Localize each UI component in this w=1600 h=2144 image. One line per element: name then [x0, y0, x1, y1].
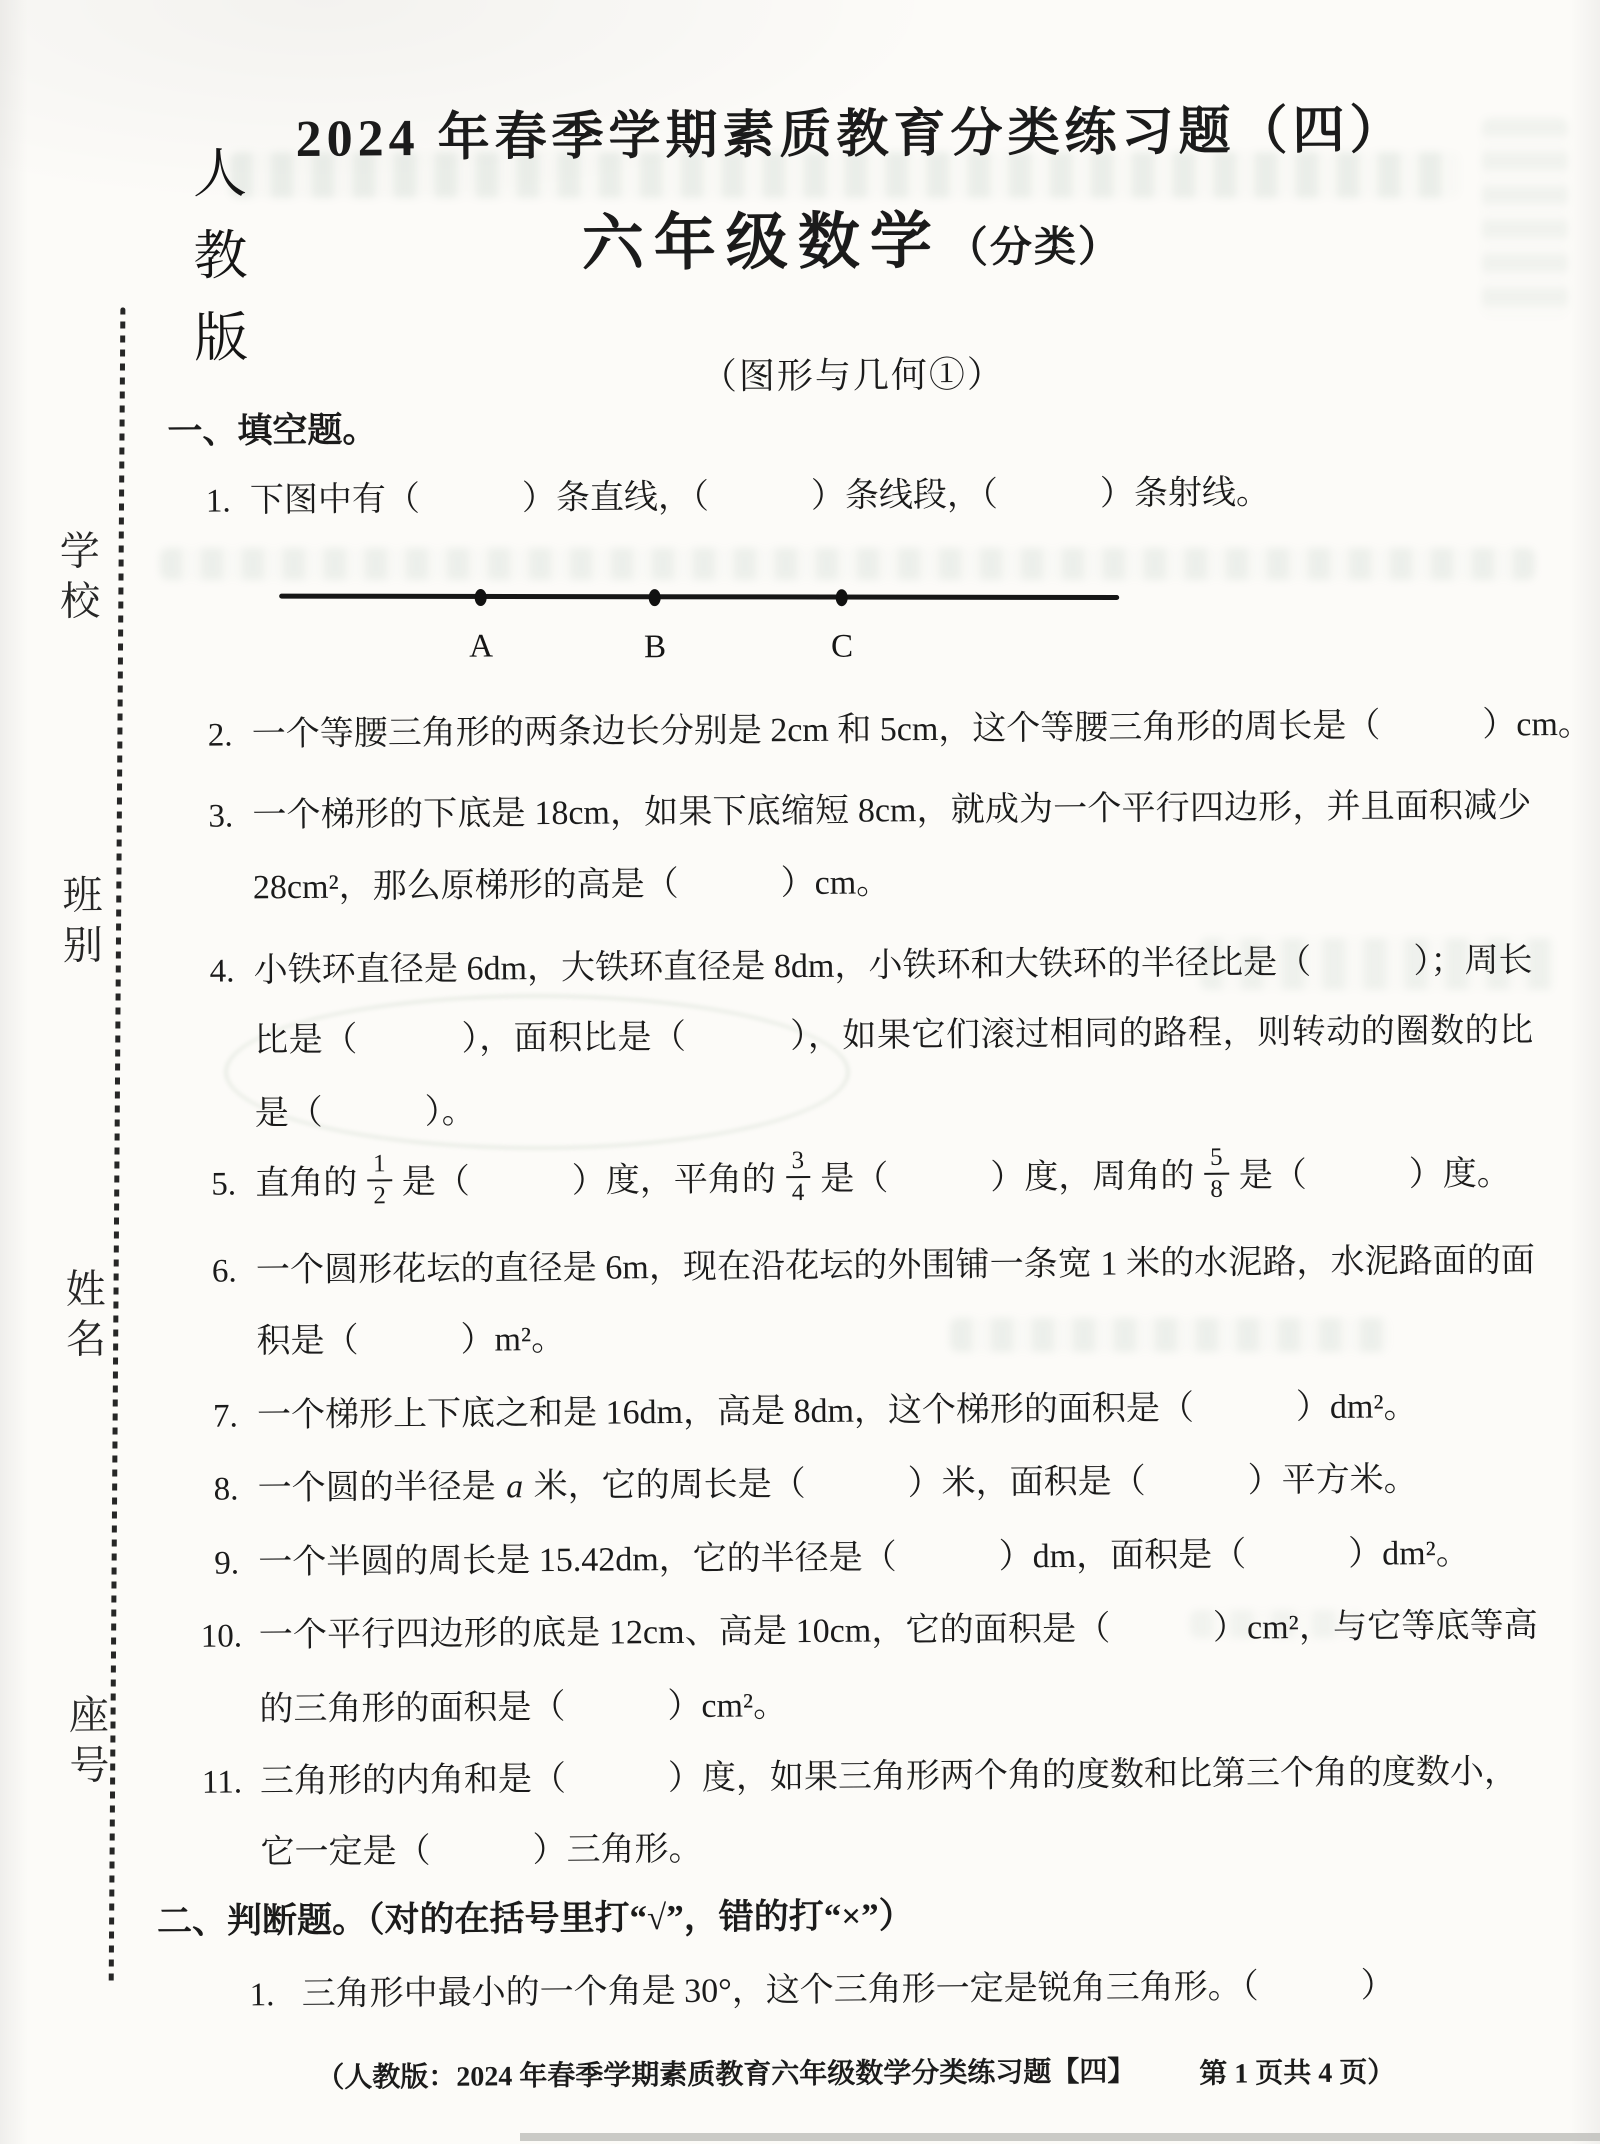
question-11 — [202, 1749, 1539, 1805]
edition-vertical-label: 人教版 — [185, 144, 248, 391]
question-number: 4. — [209, 953, 235, 990]
field-label-class: 班别 — [56, 873, 103, 974]
point-B-label: B — [643, 629, 667, 666]
section2-question-1 — [249, 1962, 1540, 2018]
question-3-continued: 28cm²，那么原梯形的高是（ ）cm。 — [252, 864, 891, 907]
question-text: 一个梯形的下底是 18cm，如果下底缩短 8cm，就成为一个平行四边形，并且面积减少 — [252, 787, 1532, 835]
question-text: 一个梯形上下底之和是 16dm，高是 8dm，这个梯形的面积是（ ）dm²。 — [256, 1388, 1418, 1435]
question-9 — [214, 1530, 1537, 1586]
point-C-dot — [836, 589, 848, 606]
question-11-continued: 它一定是（ ）三角形。 — [260, 1830, 703, 1872]
field-label-school: 学校 — [54, 529, 100, 630]
question-7 — [213, 1383, 1536, 1439]
figure-line — [282, 590, 1117, 605]
field-label-name: 姓名 — [59, 1267, 106, 1368]
topic-subtitle: （图形与几何①） — [700, 354, 1006, 397]
question-number: 8. — [213, 1471, 239, 1508]
question-number: 9. — [214, 1545, 240, 1582]
question-text: 三角形中最小的一个角是 30°，这个三角形一定是锐角三角形。（ ） — [301, 1967, 1395, 2013]
question-2 — [207, 702, 1592, 758]
question-text: 一个圆形花坛的直径是 6m，现在沿花坛的外围铺一条宽 1 米的水泥路，水泥路面的面 — [255, 1242, 1536, 1290]
question-text-part: 是（ ）度，平角的 — [401, 1161, 776, 1202]
math-variable-a: a — [506, 1468, 524, 1506]
question-text: 一个平行四边形的底是 12cm、高是 10cm，它的面积是（ ）cm²，与它等底等高 — [258, 1607, 1538, 1655]
question-text-part: 是（ ）度。 — [1238, 1155, 1511, 1195]
question-number: 11. — [201, 1764, 243, 1801]
question-3 — [208, 783, 1531, 839]
grade-subject-note: （分类） — [945, 224, 1123, 272]
question-number: 1. — [249, 1977, 275, 2014]
question-text: 三角形的内角和是（ ）度，如果三角形两个角的度数和比第三个角的度数小， — [259, 1753, 1519, 1801]
question-5 — [211, 1143, 1534, 1217]
question-text: 小铁环直径是 6dm，大铁环直径是 8dm，小铁环和大铁环的半径比是（ ）；周长 — [253, 942, 1533, 990]
question-text-part: 米，它的周长是（ ）米，面积是（ ）平方米。 — [525, 1461, 1418, 1506]
question-text — [255, 1143, 1534, 1216]
question-6-continued: 积是（ ）m²。 — [256, 1320, 566, 1361]
question-text — [257, 1456, 1536, 1512]
question-1 — [206, 468, 1529, 524]
point-A-label: A — [469, 628, 494, 665]
question-text: 下图中有（ ）条直线，（ ）条线段，（ ）条射线。 — [249, 474, 1271, 520]
question-number: 1. — [205, 483, 231, 520]
question-text: 一个半圆的周长是 15.42dm，它的半径是（ ）dm，面积是（ ）dm²。 — [258, 1534, 1470, 1582]
question-4-continued — [254, 1008, 1533, 1064]
question-text: 一个等腰三角形的两条边长分别是 2cm 和 5cm，这个等腰三角形的周长是（ ）cm。 — [251, 705, 1592, 754]
section1-heading: 一、填空题。 — [167, 410, 378, 451]
question-text-part: 一个圆的半径是 — [257, 1468, 505, 1508]
question-10 — [201, 1603, 1538, 1659]
field-label-seat: 座号 — [63, 1693, 110, 1794]
point-A-dot — [475, 589, 487, 606]
question-number: 5. — [211, 1166, 237, 1203]
question-10-continued: 的三角形的面积是（ ）cm²。 — [259, 1687, 788, 1729]
question-text-part: 是（ ）度，周角的 — [820, 1157, 1195, 1198]
question-number: 3. — [208, 798, 234, 835]
point-C-label: C — [830, 628, 854, 665]
question-number: 10. — [200, 1618, 243, 1655]
point-B-dot — [649, 589, 661, 606]
fraction-three-quarters: $\frac{3}{4}$ — [786, 1147, 811, 1207]
grade-subject-title: 六年级数学 — [581, 207, 943, 279]
question-text-part: 直角的 — [255, 1164, 358, 1203]
question-4 — [209, 938, 1532, 994]
fraction-one-half: $\frac{1}{2}$ — [367, 1150, 392, 1210]
line-figure — [274, 553, 1145, 672]
question-number: 7. — [212, 1398, 238, 1435]
page-title: 2024 年春季学期素质教育分类练习题（四） — [295, 102, 1407, 168]
footer-source-label: （人教版：2024 年春季学期素质教育六年级数学分类练习题【四】 — [316, 2056, 1136, 2094]
page-subtitle-grade — [242, 187, 1463, 286]
section2-heading: 二、判断题。（对的在括号里打“√”，错的打“×”） — [156, 1896, 914, 1942]
question-8 — [214, 1456, 1537, 1512]
question-text: 比是（ ），面积比是（ ），如果它们滚过相同的路程，则转动的圈数的比 — [254, 1012, 1534, 1060]
fraction-five-eighths: $\frac{5}{8}$ — [1204, 1144, 1229, 1204]
question-number: 2. — [207, 717, 233, 754]
question-4-continued: 是（ ）。 — [254, 1093, 476, 1133]
question-number: 6. — [211, 1253, 237, 1290]
footer-page-number: 第 1 页共 4 页） — [1199, 2057, 1396, 2090]
question-6 — [212, 1238, 1535, 1294]
